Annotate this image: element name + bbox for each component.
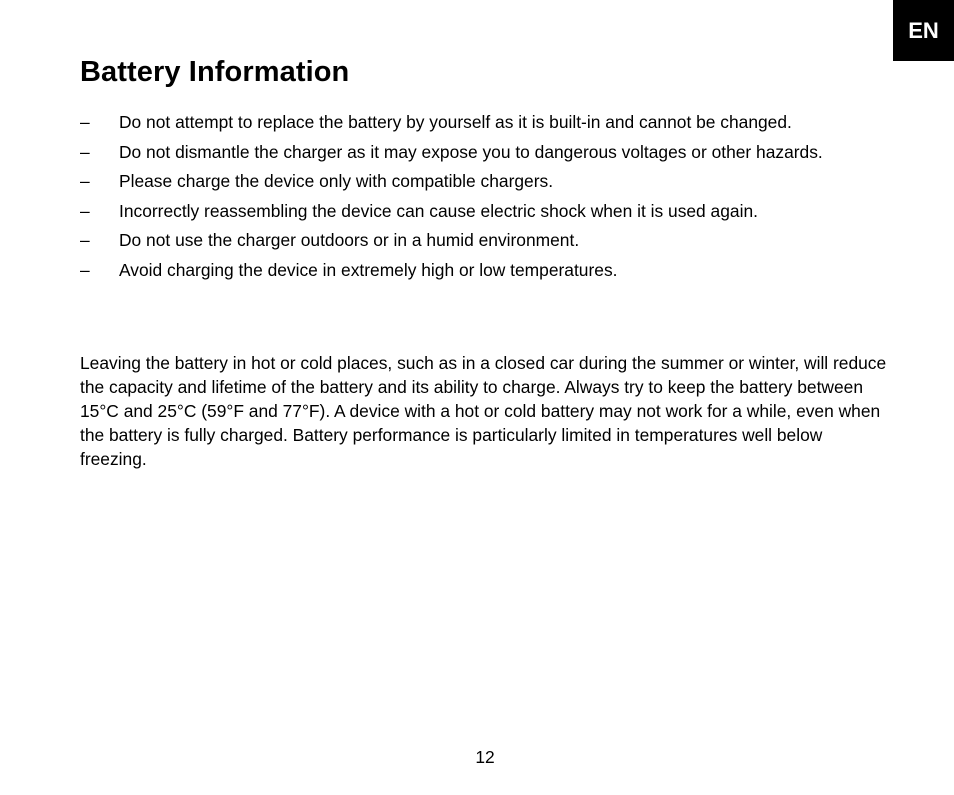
list-item-text: Avoid charging the device in extremely high or low temperatures. xyxy=(119,259,618,280)
bullet-dash: – xyxy=(80,230,90,250)
page-title: Battery Information xyxy=(80,56,350,88)
list-item-text: Incorrectly reassembling the device can cause electric shock when it is used again. xyxy=(119,200,758,221)
list-item xyxy=(80,140,890,164)
list-item-text: Do not dismantle the charger as it may expose you to dangerous voltages or other hazards. xyxy=(119,141,823,162)
list-item-text: Please charge the device only with compatible chargers. xyxy=(119,171,554,191)
battery-temperature-paragraph: Leaving the battery in hot or cold places, such as in a closed car during the summer or winter, will reduce the capacity and lifetime of the battery and its ability to charge. Always try to keep the battery between 15°C and 25°C (59°F and 77°F). A device with a hot or cold battery may not work for a while, even when the battery is fully charged. Battery performance is particularly limited in temperatures well below freezing. xyxy=(80,353,887,469)
list-item-text: Do not attempt to replace the battery by yourself as it is built-in and cannot be changed. xyxy=(119,112,792,132)
list-item xyxy=(80,169,890,193)
bullet-dash: – xyxy=(80,112,90,132)
list-item xyxy=(80,258,890,282)
bullet-dash: – xyxy=(80,171,90,191)
list-item-text: Do not use the charger outdoors or in a humid environment. xyxy=(119,230,580,250)
list-item xyxy=(80,110,890,134)
battery-warnings-list xyxy=(80,110,890,287)
bullet-dash: – xyxy=(80,200,90,221)
list-item xyxy=(80,199,890,223)
page-number: 12 xyxy=(475,747,495,767)
bullet-dash: – xyxy=(80,259,90,280)
list-item xyxy=(80,228,890,252)
bullet-dash: – xyxy=(80,141,90,162)
language-tab: EN xyxy=(893,0,954,61)
